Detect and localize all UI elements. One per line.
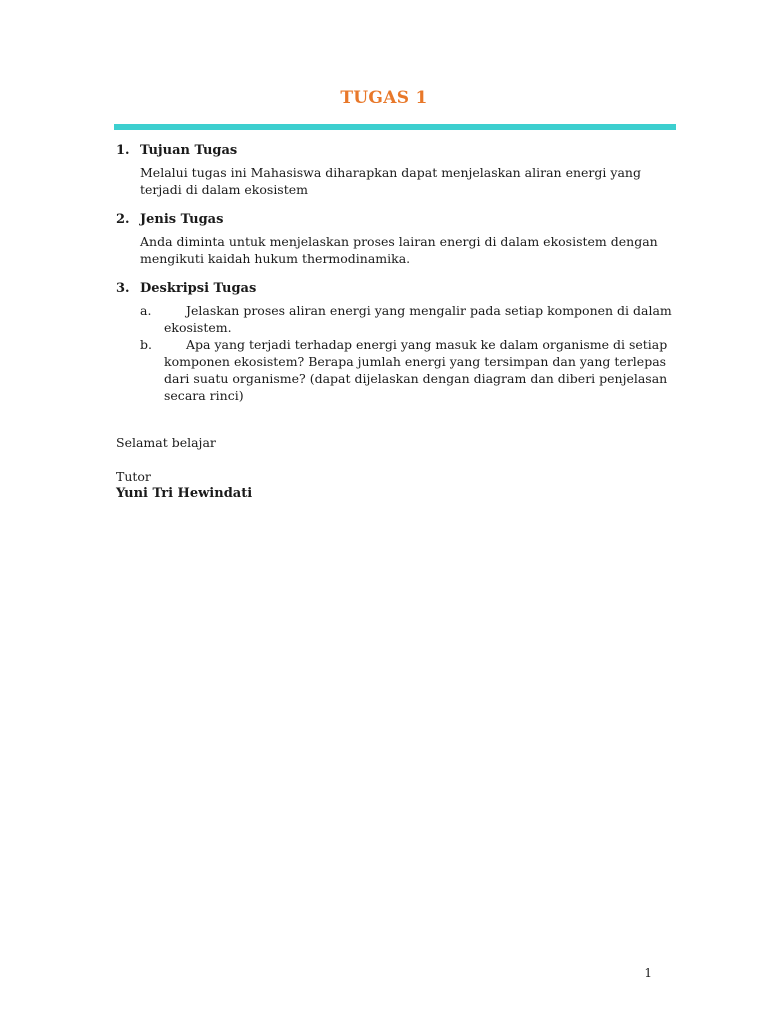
- section-jenis-tugas: [116, 211, 676, 267]
- list-item-text: Jelaskan proses aliran energi yang mengalir pada setiap komponen di dalam ekosistem.: [164, 303, 672, 335]
- section-heading-text: Tujuan Tugas: [140, 143, 238, 158]
- tutor-name: Yuni Tri Hewindati: [116, 486, 253, 501]
- section-number: 2.: [116, 212, 130, 227]
- section-deskripsi-tugas: [116, 280, 676, 404]
- section-number: 1.: [116, 143, 130, 158]
- section-body: Melalui tugas ini Mahasiswa diharapkan dapat menjelaskan aliran energi yang terjadi di dalam ekosistem: [140, 165, 641, 197]
- list-item-letter: b.: [140, 337, 152, 352]
- list-item: [140, 336, 676, 404]
- list-item-text-wrap: [164, 302, 676, 336]
- section-heading: [116, 211, 676, 228]
- section-heading-text: Deskripsi Tugas: [140, 281, 257, 296]
- closing-text: Selamat belajar: [116, 435, 216, 450]
- list-item-text: Apa yang terjadi terhadap energi yang masuk ke dalam organisme di setiap komponen ekosistem? Berapa jumlah energi yang tersimpan dan yang terlepas dari suatu organisme? (dapat dijelaskan dengan diagram dan diberi penjelasan secara rinci): [164, 337, 668, 403]
- tutor-label: Tutor: [116, 469, 151, 484]
- section-number: 3.: [116, 281, 130, 296]
- list-item-text-wrap: [164, 336, 676, 404]
- section-heading-text: Jenis Tugas: [140, 212, 224, 227]
- section-heading: [116, 142, 676, 159]
- section-body: Anda diminta untuk menjelaskan proses lairan energi di dalam ekosistem dengan mengikuti kaidah hukum thermodinamika.: [140, 234, 658, 266]
- page-number: 1: [644, 966, 652, 980]
- list-item-letter: a.: [140, 303, 152, 318]
- section-heading: [116, 280, 676, 297]
- list-item: [140, 302, 676, 336]
- section-tujuan-tugas: [116, 142, 676, 198]
- task-list: [116, 302, 676, 404]
- page-title: TUGAS 1: [340, 88, 428, 108]
- title-divider: [114, 124, 676, 130]
